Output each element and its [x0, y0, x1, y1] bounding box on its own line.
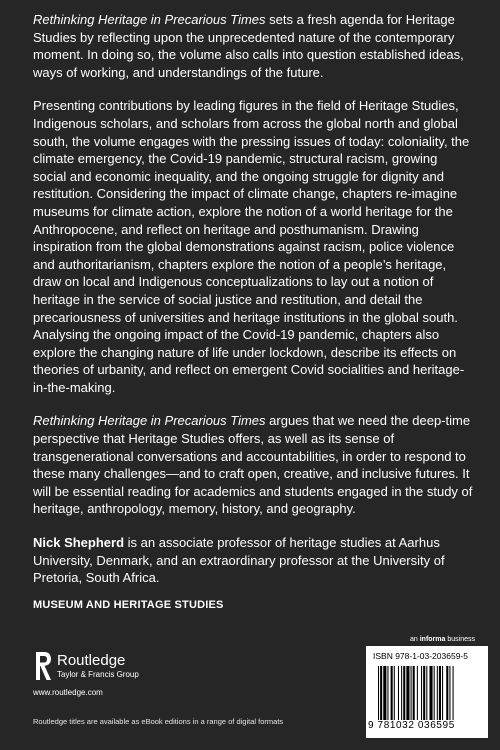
author-bio: [33, 534, 473, 587]
publisher-subtitle: Taylor & Francis Group: [57, 669, 139, 679]
routledge-logo-icon: [33, 650, 53, 682]
isbn-number: ISBN 978-1-03-203659-5: [373, 651, 468, 661]
barcode-bar: [394, 666, 395, 720]
barcode-bar: [406, 666, 409, 720]
barcode-bar: [413, 666, 415, 720]
barcode-bar: [417, 666, 418, 720]
barcode-bar: [401, 666, 402, 720]
barcode-bar: [403, 666, 405, 720]
author-name: Nick Shepherd: [33, 535, 125, 551]
back-cover-text: [33, 11, 473, 587]
informa-prefix: an: [410, 636, 420, 643]
author-bio-text: is an associate professor of heritage studies at Aarhus University, Denmark, and an extraordinary professor at the University of Pretoria, South Africa.: [33, 535, 445, 586]
barcode-bar: [446, 666, 448, 720]
barcode-bar: [439, 666, 441, 720]
barcode-bar: [442, 666, 443, 720]
book-title-italic: Rethinking Heritage in Precarious Times: [33, 413, 266, 429]
barcode-bar: [421, 666, 422, 720]
publisher-logo-text: [57, 653, 139, 680]
barcode-bar: [411, 666, 412, 720]
publisher-logo: [33, 650, 139, 682]
barcode-bar: [437, 666, 438, 720]
isbn-barcode: [366, 646, 488, 738]
barcode-bar: [423, 666, 425, 720]
barcode-bar: [434, 666, 435, 720]
barcode-bar: [429, 666, 432, 720]
barcode-bar: [426, 666, 427, 720]
barcode-bar: [387, 666, 388, 720]
ebook-note: Routledge titles are available as eBook editions in a range of digital formats: [33, 717, 284, 726]
barcode-bar: [398, 666, 399, 720]
informa-business-tag: [410, 636, 475, 643]
barcode-digits: 9 781032 036595: [368, 720, 455, 731]
blurb-paragraph-3: [33, 412, 473, 518]
informa-suffix: business: [445, 636, 475, 643]
barcode-bar: [378, 666, 379, 720]
publisher-website: www.routledge.com: [33, 688, 103, 697]
blurb-text: argues that we need the deep-time perspective that Heritage Studies offers, as well as its sense of transgenerational conversations and accountabilities, in order to respond to these many challenges—and to craft open, creative, and inclusive futures. It will be essential reading for academics and students engaged in the study of heritage, anthropology, memory, history, and geography.: [33, 413, 473, 517]
barcode-bar: [380, 666, 382, 720]
barcode-bars: [378, 666, 480, 720]
book-title-italic: Rethinking Heritage in Precarious Times: [33, 12, 266, 27]
series-name: MUSEUM AND HERITAGE STUDIES: [33, 599, 224, 611]
blurb-paragraph-1: [33, 11, 473, 81]
publisher-block: [33, 650, 139, 697]
publisher-name: Routledge: [57, 651, 126, 669]
barcode-bar: [391, 666, 393, 720]
informa-brand: informa: [419, 636, 446, 643]
blurb-text: sets a fresh agenda for Heritage Studies by reflecting upon the unprecedented nature of the contemporary moment. In doing so, the volume also calls into question established ideas, ways of working, and understandings of the future.: [33, 12, 464, 80]
blurb-paragraph-2: Presenting contributions by leading figures in the field of Heritage Studies, Indigenous scholars, and scholars from across the global north and global south, the volume engages with the pressing issues of today: coloniality, the climate emergency, the Covid-19 pandemic, structural racism, growing social and economic inequality, and the ongoing struggle for dignity and restitution. Considering the impact of climate change, chapters re-imagine museums for climate action, explore the notion of a world heritage for the Anthropocene, and reflect on heritage and posthumanism. Drawing inspiration from the global demonstrations against racism, police violence and authoritarianism, chapters explore the notion of a people’s heritage, draw on local and Indigenous conceptualizations to lay out a notion of heritage in the service of social justice and restitution, and detail the precariousness of universities and heritage institutions in the global south. Analysing the ongoing impact of the Covid-19 pandemic, chapters also explore the changing nature of life under lockdown, describe its effects on theories of urbanity, and reflect on emergent Covid socialities and heritage-in-the-making.: [33, 98, 470, 395]
barcode-bar: [449, 666, 450, 720]
barcode-bar: [453, 666, 454, 720]
barcode-bar: [383, 666, 386, 720]
